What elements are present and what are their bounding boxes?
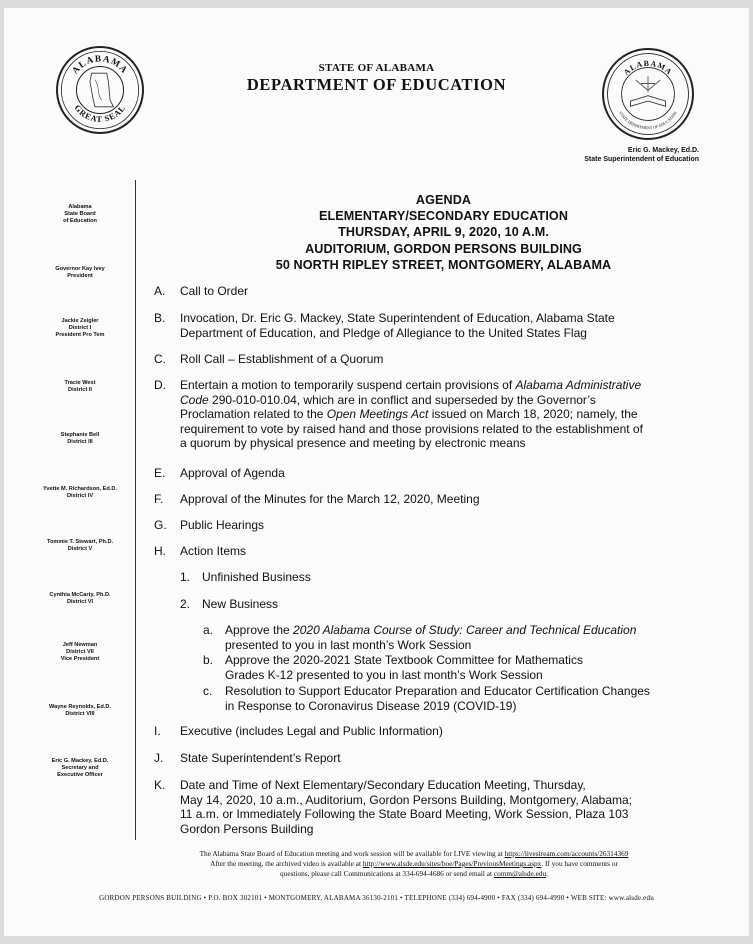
sidebar-member bbox=[30, 592, 130, 606]
livestream-link[interactable]: https://livestream.com/accounts/26314369 bbox=[504, 849, 629, 858]
footer-line bbox=[124, 859, 704, 869]
agenda-title: AGENDA bbox=[415, 193, 472, 207]
document-page bbox=[4, 8, 749, 936]
agenda-title-block bbox=[138, 192, 749, 273]
subitem-number: 2. bbox=[180, 597, 191, 611]
item-line: in Response to Coronavirus Disease 2019 (COVID-19) bbox=[225, 698, 517, 713]
sidebar-line: District VIII bbox=[65, 711, 95, 717]
item-letter: H. bbox=[154, 544, 166, 558]
archived-video-link[interactable]: http://www.alsde.edu/sites/boe/Pages/PreviousMeetings.aspx bbox=[362, 859, 542, 868]
item-letter: E. bbox=[154, 466, 166, 480]
agenda-subtitle: ELEMENTARY/SECONDARY EDUCATION bbox=[318, 209, 569, 224]
seal-left-bottom-text: GREAT SEAL bbox=[72, 103, 128, 124]
sidebar-member bbox=[30, 704, 130, 718]
sidebar-member bbox=[30, 642, 130, 663]
item-text: State Superintendent’s Report bbox=[180, 751, 341, 765]
text-run: . bbox=[546, 869, 548, 878]
sidebar-line: Yvette M. Richardson, Ed.D. bbox=[43, 486, 117, 492]
subsubitem-letter: b. bbox=[203, 653, 214, 667]
item-text bbox=[180, 778, 686, 836]
item-line: requirement to vote by raised hand and those provisions related to the establishment of bbox=[180, 421, 643, 436]
sidebar-line: Governor Kay Ivey bbox=[55, 266, 105, 272]
sidebar-member bbox=[30, 432, 130, 446]
seal-right-top-text: ALABAMA bbox=[621, 58, 675, 77]
livestream-footer-note bbox=[124, 849, 704, 879]
text-run: 290-010-010.04, which are in conflict and superseded by the Governor’s bbox=[208, 392, 596, 407]
subitem-text: Unfinished Business bbox=[202, 570, 311, 584]
department-heading: DEPARTMENT OF EDUCATION bbox=[246, 75, 507, 94]
agenda-location: AUDITORIUM, GORDON PERSONS BUILDING bbox=[305, 241, 582, 256]
sidebar-line: District I bbox=[68, 325, 92, 331]
item-text: Public Hearings bbox=[180, 518, 265, 532]
item-letter: C. bbox=[154, 352, 166, 366]
sidebar-board-heading bbox=[30, 204, 130, 225]
item-line: May 14, 2020, 10 a.m., Auditorium, Gordon Persons Building, Montgomery, Alabama; bbox=[180, 792, 633, 807]
sidebar-member bbox=[30, 318, 130, 339]
seal-right-bottom-text: STATE DEPARTMENT OF EDUCATION bbox=[618, 110, 678, 131]
sidebar-line: Executive Officer bbox=[57, 772, 103, 778]
item-text bbox=[180, 311, 686, 340]
sidebar-line: District VII bbox=[66, 649, 94, 655]
italic-run: Open Meetings Act bbox=[326, 407, 429, 421]
sidebar-line: Secretary and bbox=[61, 765, 99, 771]
email-link[interactable]: comm@alsde.edu bbox=[493, 869, 547, 878]
footer-line bbox=[124, 869, 704, 879]
sidebar-line: President bbox=[67, 273, 93, 279]
sidebar-line: District III bbox=[67, 439, 93, 445]
item-line: Grades K-12 presented to you in last month’s Work Session bbox=[225, 667, 543, 682]
item-line: presented to you in last month’s Work Session bbox=[225, 637, 472, 652]
item-letter: A. bbox=[154, 284, 166, 298]
text-run: After the meeting, the archived video is available at bbox=[210, 859, 363, 868]
item-letter: D. bbox=[154, 378, 166, 392]
text-run: issued on March 18, 2020; namely, the bbox=[428, 407, 638, 421]
item-letter: B. bbox=[154, 311, 166, 325]
item-text: Action Items bbox=[180, 544, 247, 558]
footer-line bbox=[124, 849, 704, 859]
text-run: Entertain a motion to temporarily suspend certain provisions of bbox=[180, 378, 516, 392]
item-text: Executive (includes Legal and Public Information) bbox=[180, 724, 443, 738]
item-text: Approval of Agenda bbox=[180, 466, 285, 480]
superintendent-title: State Superintendent of Education bbox=[584, 156, 699, 163]
item-text: Roll Call – Establishment of a Quorum bbox=[180, 352, 384, 366]
sidebar-line: Vice President bbox=[60, 656, 100, 662]
item-line: Date and Time of Next Elementary/Secondary Education Meeting, Thursday, bbox=[180, 778, 586, 792]
item-line bbox=[180, 407, 686, 422]
subsubitem-text bbox=[225, 653, 685, 682]
sidebar-line: Eric G. Mackey, Ed.D. bbox=[51, 758, 109, 764]
sidebar-line: Tommie T. Stewart, Ph.D. bbox=[46, 539, 114, 545]
item-text: Call to Order bbox=[180, 284, 249, 298]
subsubitem-letter: c. bbox=[203, 684, 213, 698]
item-text bbox=[180, 378, 686, 451]
sidebar-line: Tracie West bbox=[64, 380, 96, 386]
sidebar-line: Wayne Reynolds, Ed.D. bbox=[49, 704, 111, 710]
agenda-date: THURSDAY, APRIL 9, 2020, 10 A.M. bbox=[338, 225, 549, 240]
sidebar-line: Jackie Zeigler bbox=[61, 318, 99, 324]
agenda-address: 50 NORTH RIPLEY STREET, MONTGOMERY, ALABAMA bbox=[275, 257, 612, 272]
text-run: questions, please call Communications at 334-694-4686 or send email at bbox=[280, 869, 494, 878]
item-letter: G. bbox=[154, 518, 167, 532]
item-letter: I. bbox=[154, 724, 161, 738]
address-footer: GORDON PERSONS BUILDING • P.O. BOX 302101 • MONTGOMERY, ALABAMA 36130-2101 • TELEPHONE (334) 694-4900 • FAX (334) 694-4990 • WEB SITE: www.alsde.edu bbox=[99, 894, 654, 902]
sidebar-line: Jeff Newman bbox=[62, 642, 98, 648]
sidebar-line: of Education bbox=[63, 218, 97, 224]
subsubitem-text bbox=[225, 684, 685, 713]
superintendent-name: Eric G. Mackey, Ed.D. bbox=[627, 147, 699, 154]
sidebar-member bbox=[30, 486, 130, 500]
sidebar-divider bbox=[135, 180, 136, 840]
italic-run: Alabama Administrative bbox=[515, 378, 642, 392]
subitem-text: New Business bbox=[202, 597, 279, 611]
sidebar-line: District IV bbox=[66, 493, 94, 499]
sidebar-line: District V bbox=[67, 546, 93, 552]
superintendent-signature-block bbox=[584, 146, 699, 164]
text-run: . If you have comments or bbox=[541, 859, 618, 868]
text-run: Proclamation related to the bbox=[180, 407, 327, 421]
item-line: a quorum by physical presence and meeting by electronic means bbox=[180, 436, 526, 450]
sidebar-line: Cynthia McCarty, Ph.D. bbox=[49, 592, 111, 598]
sidebar-line: President Pro Tem bbox=[55, 332, 105, 338]
sidebar-line: District VI bbox=[66, 599, 94, 605]
sidebar-line: Alabama bbox=[68, 204, 92, 210]
item-line: Gordon Persons Building bbox=[180, 821, 314, 836]
sidebar-member bbox=[30, 758, 130, 779]
state-of-alabama-heading: STATE OF ALABAMA bbox=[318, 62, 435, 74]
sidebar-line: District II bbox=[68, 387, 92, 393]
sidebar-member bbox=[30, 539, 130, 553]
item-line: Resolution to Support Educator Preparation and Educator Certification Changes bbox=[225, 684, 650, 698]
sidebar-line: Stephanie Bell bbox=[60, 432, 100, 438]
text-run: Approve the bbox=[225, 623, 294, 637]
italic-run: 2020 Alabama Course of Study: Career and Technical Education bbox=[293, 623, 637, 637]
item-letter: K. bbox=[154, 778, 166, 792]
item-letter: J. bbox=[154, 751, 164, 765]
subitem-number: 1. bbox=[180, 570, 191, 584]
text-run: The Alabama State Board of Education meeting and work session will be available for LIVE viewing at bbox=[199, 849, 505, 858]
item-letter: F. bbox=[154, 492, 164, 506]
seal-left-top-text: ALABAMA bbox=[69, 53, 131, 76]
subsubitem-letter: a. bbox=[203, 623, 214, 637]
item-line bbox=[180, 378, 686, 393]
subsubitem-text bbox=[225, 623, 685, 652]
item-line: Invocation, Dr. Eric G. Mackey, State Superintendent of Education, Alabama State bbox=[180, 311, 615, 325]
item-text: Approval of the Minutes for the March 12, 2020, Meeting bbox=[180, 492, 480, 506]
item-line: Department of Education, and Pledge of Allegiance to the United States Flag bbox=[180, 325, 587, 340]
sidebar-line: State Board bbox=[64, 211, 96, 217]
sidebar-member bbox=[30, 380, 130, 394]
item-line bbox=[180, 393, 686, 408]
sidebar-member bbox=[30, 266, 130, 280]
item-line bbox=[225, 623, 685, 638]
italic-run: Code bbox=[180, 392, 209, 407]
item-line: 11 a.m. or Immediately Following the State Board Meeting, Work Session, Plaza 103 bbox=[180, 807, 629, 821]
item-line: Approve the 2020-2021 State Textbook Committee for Mathematics bbox=[225, 653, 583, 667]
